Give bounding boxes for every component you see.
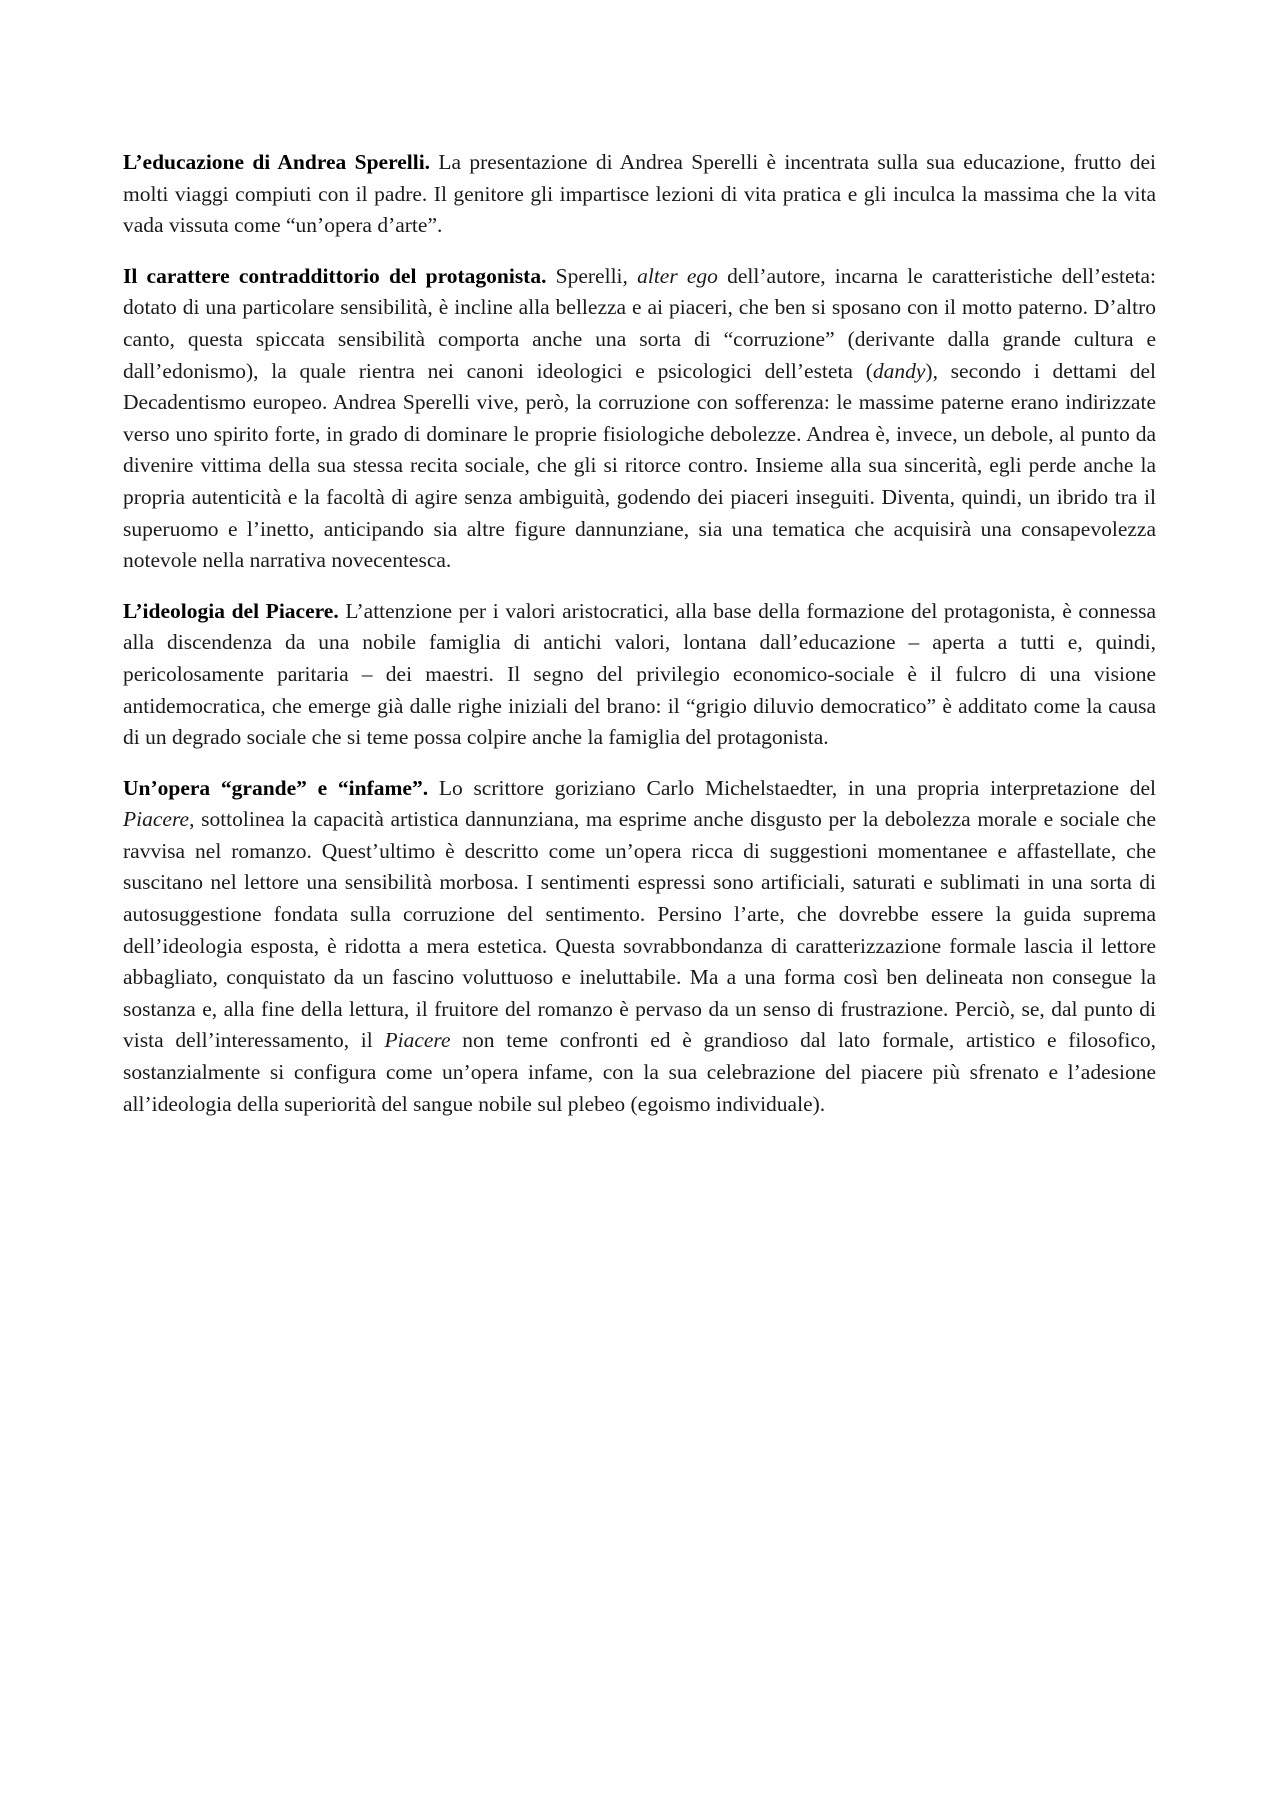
- paragraph-heading: Un’opera “grande” e “infame”.: [123, 775, 429, 800]
- paragraph-text: Lo scrittore goriziano Carlo Michelstaedter, in una propria interpretazione del: [428, 775, 1156, 800]
- paragraph-educazione: [123, 147, 1156, 242]
- paragraph-ideologia: [123, 596, 1156, 754]
- italic-term-alter-ego: alter ego: [637, 263, 718, 288]
- paragraph-text: non teme confronti ed è grandioso dal lato formale, artistico e filosofico, sostanzialmente si configura come un’opera infame, con la sua celebrazione del piacere più sfrenato e l’adesione all’ideologia della superiorità del sangue nobile sul plebeo (egoismo individuale).: [123, 1028, 1156, 1116]
- italic-term-dandy: dandy: [872, 358, 926, 383]
- italic-title-piacere: Piacere: [384, 1028, 451, 1053]
- paragraph-heading: L’ideologia del Piacere.: [123, 598, 339, 623]
- paragraph-text: dell’autore, incarna le caratteristiche dell’esteta: dotato di una particolare sensibilità, è incline alla bellezza e ai piaceri, che ben si sposano con il motto paterno. D’altro canto, questa spiccata sensibilità comporta anche una sorta di “corruzione” (derivante dalla grande cultura e dall’edonismo), la quale rientra nei canoni ideologici e psicologici dell’esteta (: [123, 263, 1156, 383]
- paragraph-text: ), secondo i dettami del Decadentismo europeo. Andrea Sperelli vive, però, la corruzione con sofferenza: le massime paterne erano indirizzate verso uno spirito forte, in grado di dominare le proprie fisiologiche debolezze. Andrea è, invece, un debole, al punto da divenire vittima della sua stessa recita sociale, che gli si ritorce contro. Insieme alla sua sincerità, egli perde anche la propria autenticità e la facoltà di agire senza ambiguità, godendo dei piaceri inseguiti. Diventa, quindi, un ibrido tra il superuomo e l’inetto, anticipando sia altre figure dannunziane, sia una tematica che acquisirà una consapevolezza notevole nella narrativa novecentesca.: [123, 358, 1156, 573]
- paragraph-heading: Il carattere contraddittorio del protagonista.: [123, 263, 547, 288]
- paragraph-heading: L’educazione di Andrea Sperelli.: [123, 150, 431, 174]
- paragraph-opera: [123, 773, 1156, 1121]
- document-page: [123, 147, 1156, 1139]
- italic-title-piacere: Piacere: [123, 807, 190, 832]
- paragraph-text: , sottolinea la capacità artistica dannunziana, ma esprime anche disgusto per la debolezza morale e sociale che ravvisa nel romanzo. Quest’ultimo è descritto come un’opera ricca di suggestioni momentanee e affastellate, che suscitano nel lettore una sensibilità morbosa. I sentimenti espressi sono artificiali, saturati e sublimati in una sorta di autosuggestione fondata sulla corruzione del sentimento. Persino l’arte, che dovrebbe essere la guida suprema dell’ideologia esposta, è ridotta a mera estetica. Questa sovrabbondanza di caratterizzazione formale lascia il lettore abbagliato, conquistato da un fascino voluttuoso e ineluttabile. Ma a una forma così ben delineata non consegue la sostanza e, alla fine della lettura, il fruitore del romanzo è pervaso da un senso di frustrazione. Perciò, se, dal punto di vista dell’interessamento, il: [123, 807, 1156, 1053]
- paragraph-text: La presentazione di Andrea Sperelli è incentrata sulla sua educazione, frutto dei molti viaggi compiuti con il padre. Il genitore gli impartisce lezioni di vita pratica e gli inculca la massima che la vita vada vissuta come “un’opera d’arte”.: [123, 150, 1156, 238]
- paragraph-text: L’attenzione per i valori aristocratici, alla base della formazione del protagonista, è connessa alla discendenza da una nobile famiglia di antichi valori, lontana dall’educazione – aperta a tutti e, quindi, pericolosamente paritaria – dei maestri. Il segno del privilegio economico-sociale è il fulcro di una visione antidemocratica, che emerge già dalle righe iniziali del brano: il “grigio diluvio democratico” è additato come la causa di un degrado sociale che si teme possa colpire anche la famiglia del protagonista.: [123, 598, 1156, 750]
- paragraph-carattere: [123, 261, 1156, 577]
- paragraph-text: Sperelli,: [546, 263, 638, 288]
